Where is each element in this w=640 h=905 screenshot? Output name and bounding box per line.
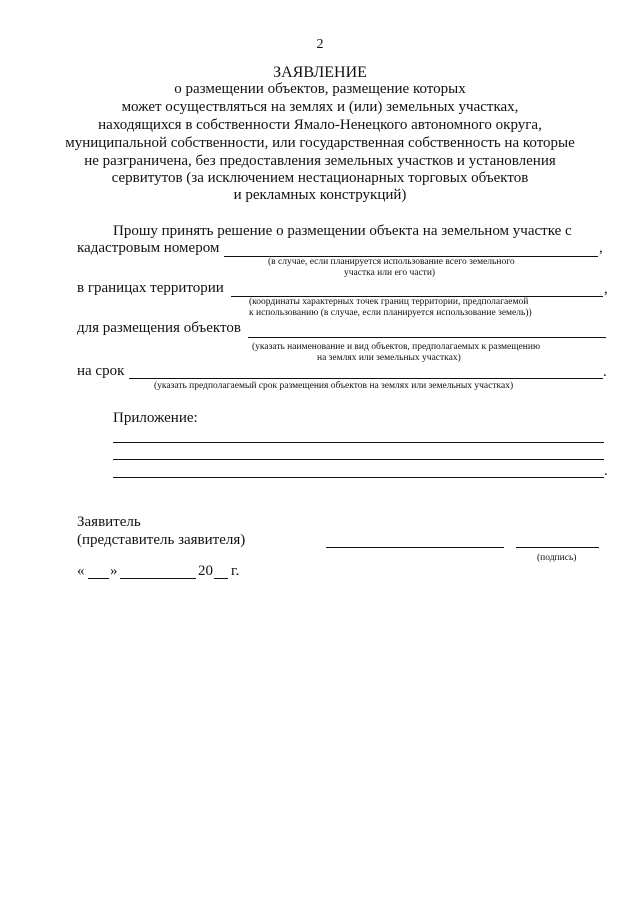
term-field[interactable] [129,378,603,379]
cadastral-label: кадастровым номером [77,240,220,256]
territory-hint: к использованию (в случае, если планируется использование земель)) [249,308,532,318]
subtitle-line: муниципальной собственности, или государственная собственность на которые [65,135,575,151]
territory-label: в границах территории [77,280,224,296]
subtitle-line: не разграничена, без предоставления земельных участков и установления [84,153,556,169]
cadastral-comma: , [599,240,603,256]
attachment-period: . [604,463,608,479]
term-hint: (указать предполагаемый срок размещения объектов на землях или земельных участках) [154,381,514,391]
attachment-label: Приложение: [113,410,198,426]
territory-hint: (координаты характерных точек границ территории, предполагаемой [249,297,529,307]
attachment-line-1[interactable] [113,442,604,443]
subtitle-line: сервитутов (за исключением нестационарных торговых объектов [111,170,529,186]
date-month-field[interactable] [120,578,196,579]
term-label: на срок [77,363,125,379]
date-year-prefix: 20 [198,563,213,579]
cadastral-hint: участка или его части) [344,268,436,278]
subtitle-line: находящихся в собственности Ямало-Ненецкого автономного округа, [98,117,542,133]
date-open-quote: « [77,563,85,579]
objects-label: для размещения объектов [77,320,241,336]
page-number: 2 [316,37,324,52]
subtitle-line: о размещении объектов, размещение которых [174,81,466,97]
subtitle-line: может осуществляться на землях и (или) земельных участках, [121,99,519,115]
date-year-suffix: г. [231,563,240,579]
signature-hint: (подпись) [537,553,577,563]
attachment-line-2[interactable] [113,459,604,460]
document-title: ЗАЯВЛЕНИЕ [273,64,367,81]
signature-field[interactable] [516,547,599,548]
objects-hint: на землях или земельных участках) [317,353,461,363]
objects-field[interactable] [248,337,606,338]
term-period: . [603,364,607,380]
objects-hint: (указать наименование и вид объектов, предполагаемых к размещению [252,342,541,352]
applicant-name-field[interactable] [326,547,504,548]
applicant-label: Заявитель [77,514,141,530]
applicant-representative-label: (представитель заявителя) [77,532,246,548]
date-close-quote: » [110,563,118,579]
request-text: Прошу принять решение о размещении объекта на земельном участке с [113,223,572,239]
attachment-line-3[interactable] [113,477,604,478]
cadastral-hint: (в случае, если планируется использование всего земельного [268,257,515,267]
subtitle-line: и рекламных конструкций) [233,187,407,203]
territory-comma: , [604,281,608,297]
date-year-field[interactable] [214,578,228,579]
date-day-field[interactable] [88,578,109,579]
